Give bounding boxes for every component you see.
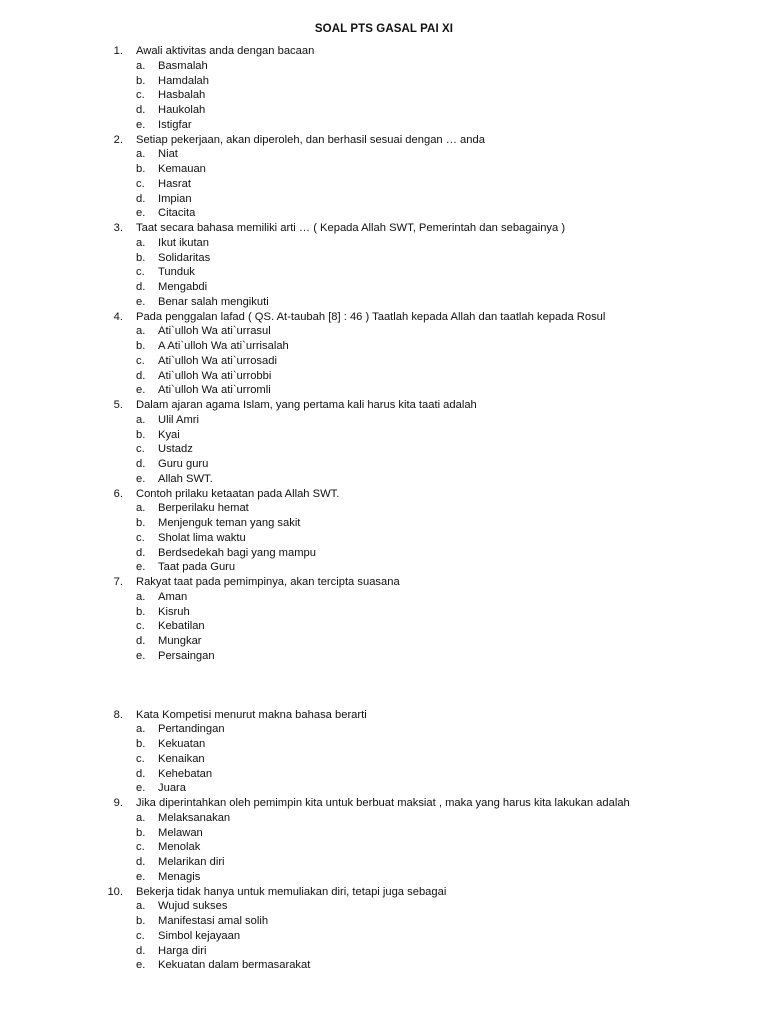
option-text: Mungkar — [158, 635, 202, 647]
question-stem — [0, 221, 768, 236]
option-letter: c. — [136, 354, 145, 367]
option-letter: d. — [136, 458, 146, 470]
option-c — [0, 88, 768, 103]
option-text: Menjenguk teman yang sakit — [158, 517, 301, 529]
option-letter: b. — [136, 163, 146, 175]
option-a — [0, 722, 768, 737]
option-c — [0, 531, 768, 546]
option-letter: d. — [136, 944, 146, 957]
option-letter: a. — [136, 59, 146, 72]
option-e — [0, 560, 768, 575]
option-letter: e. — [136, 782, 146, 795]
option-letter: b. — [136, 605, 146, 618]
option-letter: a. — [136, 900, 146, 913]
question-text: Setiap pekerjaan, akan diperoleh, dan berhasil sesuai dengan … anda — [136, 133, 485, 146]
option-b — [0, 251, 768, 266]
option-letter: b. — [136, 738, 146, 750]
question-number: 7. — [113, 576, 123, 588]
question-number: 1. — [113, 45, 123, 57]
option-text: Solidaritas — [158, 251, 211, 264]
option-letter: b. — [136, 74, 146, 87]
option-text: Hamdalah — [158, 74, 209, 87]
question-stem — [0, 44, 768, 59]
option-d — [0, 103, 768, 118]
question-text: Jika diperintahkan oleh pemimpin kita untuk berbuat maksiat , maka yang harus kita lakukan adalah — [136, 797, 630, 809]
question-stem — [0, 796, 768, 811]
option-text: Citacita — [158, 207, 196, 220]
option-letter: c. — [136, 620, 145, 633]
option-a — [0, 59, 768, 74]
option-text: Niat — [158, 148, 178, 161]
option-letter: d. — [136, 192, 146, 205]
option-text: Hasrat — [158, 177, 191, 190]
question-number: 10. — [107, 885, 123, 898]
blank-gap — [0, 664, 768, 708]
option-text: Melawan — [158, 826, 203, 839]
question-text: Kata Kompetisi menurut makna bahasa berarti — [136, 708, 367, 721]
option-text: Haukolah — [158, 104, 206, 116]
option-letter: a. — [136, 325, 146, 338]
option-text: Harga diri — [158, 944, 207, 957]
option-b — [0, 605, 768, 620]
option-letter: b. — [136, 428, 146, 441]
question-stem — [0, 398, 768, 413]
option-d — [0, 192, 768, 207]
option-text: Kemauan — [158, 163, 206, 175]
option-letter: e. — [136, 870, 146, 883]
option-e — [0, 958, 768, 973]
question-text: Taat secara bahasa memiliki arti … ( Kepada Allah SWT, Pemerintah dan sebagainya ) — [136, 222, 566, 234]
question-number: 9. — [113, 797, 123, 809]
question-stem — [0, 310, 768, 325]
option-e — [0, 206, 768, 221]
option-letter: a. — [136, 236, 146, 249]
option-text: Juara — [158, 782, 186, 795]
option-letter: a. — [136, 502, 146, 515]
option-d — [0, 944, 768, 959]
option-letter: d. — [136, 369, 146, 382]
option-text: Ulil Amri — [158, 413, 200, 426]
option-letter: d. — [136, 546, 146, 559]
option-c — [0, 265, 768, 280]
option-letter: e. — [136, 959, 146, 972]
option-b — [0, 339, 768, 354]
question-4 — [0, 310, 768, 399]
option-text: Berperilaku hemat — [158, 502, 249, 515]
option-text: Sholat lima waktu — [158, 531, 246, 544]
option-text: Taat pada Guru — [158, 561, 236, 574]
option-d — [0, 280, 768, 295]
option-a — [0, 899, 768, 914]
question-text: Pada penggalan lafad ( QS. At-taubah [8] : 46 ) Taatlah kepada Allah dan taatlah kepada Rosul — [136, 310, 606, 323]
question-text: Rakyat taat pada pemimpinya, akan tercipta suasana — [136, 576, 400, 588]
option-text: Ati`ulloh Wa ati`urromli — [158, 384, 271, 397]
option-a — [0, 147, 768, 162]
option-b — [0, 516, 768, 531]
question-number: 3. — [113, 222, 123, 234]
option-text: Manifestasi amal solih — [158, 915, 269, 927]
option-text: Melarikan diri — [158, 856, 225, 868]
option-text: Kekuatan dalam bermasarakat — [158, 959, 311, 972]
option-text: Istigfar — [158, 118, 192, 131]
option-e — [0, 649, 768, 664]
option-text: Basmalah — [158, 59, 208, 72]
option-letter: e. — [136, 295, 146, 308]
option-text: Ustadz — [158, 443, 193, 456]
question-number: 5. — [113, 399, 123, 411]
question-text: Awali aktivitas anda dengan bacaan — [136, 45, 315, 57]
option-e — [0, 118, 768, 133]
option-letter: c. — [136, 177, 145, 190]
option-c — [0, 929, 768, 944]
option-letter: d. — [136, 281, 146, 293]
option-a — [0, 501, 768, 516]
document-title: SOAL PTS GASAL PAI XI — [314, 23, 454, 35]
option-b — [0, 428, 768, 443]
option-letter: a. — [136, 811, 146, 824]
option-e — [0, 383, 768, 398]
option-text: Tunduk — [158, 266, 195, 279]
question-8 — [0, 708, 768, 797]
option-letter: b. — [136, 517, 146, 529]
question-2 — [0, 133, 768, 222]
question-stem — [0, 575, 768, 590]
option-a — [0, 413, 768, 428]
option-letter: c. — [136, 929, 145, 942]
question-number: 2. — [113, 133, 123, 146]
option-c — [0, 619, 768, 634]
option-letter: a. — [136, 413, 146, 426]
option-text: Ikut ikutan — [158, 236, 209, 249]
option-c — [0, 177, 768, 192]
option-d — [0, 369, 768, 384]
question-text: Dalam ajaran agama Islam, yang pertama kali harus kita taati adalah — [136, 399, 477, 411]
option-b — [0, 162, 768, 177]
option-text: Hasbalah — [158, 89, 206, 102]
option-letter: c. — [136, 89, 145, 102]
option-letter: d. — [136, 104, 146, 116]
option-e — [0, 472, 768, 487]
question-3 — [0, 221, 768, 310]
question-7 — [0, 575, 768, 664]
option-letter: c. — [136, 841, 145, 854]
option-text: Kyai — [158, 428, 180, 441]
option-a — [0, 811, 768, 826]
option-text: Aman — [158, 590, 188, 603]
option-letter: d. — [136, 856, 146, 868]
option-text: Benar salah mengikuti — [158, 295, 269, 308]
option-d — [0, 767, 768, 782]
option-text: Persaingan — [158, 649, 215, 662]
question-stem — [0, 133, 768, 148]
option-letter: e. — [136, 561, 146, 574]
option-letter: d. — [136, 767, 146, 780]
option-text: Ati`ulloh Wa ati`urrasul — [158, 325, 271, 338]
option-a — [0, 236, 768, 251]
option-text: Kebatilan — [158, 620, 205, 633]
question-stem — [0, 885, 768, 900]
question-text: Bekerja tidak hanya untuk memuliakan diri, tetapi juga sebagai — [136, 885, 447, 898]
option-d — [0, 546, 768, 561]
option-text: Guru guru — [158, 458, 209, 470]
option-letter: c. — [136, 266, 145, 279]
option-text: Berdsedekah bagi yang mampu — [158, 546, 316, 559]
option-letter: b. — [136, 251, 146, 264]
question-stem — [0, 708, 768, 723]
option-letter: a. — [136, 723, 146, 736]
option-c — [0, 752, 768, 767]
question-6 — [0, 487, 768, 576]
option-d — [0, 634, 768, 649]
option-letter: d. — [136, 635, 146, 647]
option-a — [0, 324, 768, 339]
question-9 — [0, 796, 768, 885]
option-text: A Ati`ulloh Wa ati`urrisalah — [158, 340, 289, 352]
option-b — [0, 914, 768, 929]
option-text: Menolak — [158, 841, 201, 854]
option-text: Simbol kejayaan — [158, 929, 241, 942]
option-text: Wujud sukses — [158, 900, 228, 913]
question-number: 4. — [113, 310, 123, 323]
option-letter: b. — [136, 340, 146, 352]
option-text: Allah SWT. — [158, 472, 213, 485]
option-a — [0, 590, 768, 605]
question-1 — [0, 44, 768, 133]
option-text: Kenaikan — [158, 752, 205, 765]
option-text: Impian — [158, 192, 192, 205]
question-number: 8. — [113, 708, 123, 721]
option-letter: e. — [136, 118, 146, 131]
question-list — [0, 44, 768, 973]
question-text: Contoh prilaku ketaatan pada Allah SWT. — [136, 487, 340, 500]
question-stem — [0, 487, 768, 502]
option-text: Ati`ulloh Wa ati`urrosadi — [158, 354, 277, 367]
option-text: Kekuatan — [158, 738, 206, 750]
option-letter: e. — [136, 384, 146, 397]
option-letter: a. — [136, 590, 146, 603]
option-text: Menagis — [158, 870, 201, 883]
option-d — [0, 855, 768, 870]
question-10 — [0, 885, 768, 974]
option-letter: e. — [136, 207, 146, 220]
option-e — [0, 781, 768, 796]
option-c — [0, 354, 768, 369]
option-b — [0, 74, 768, 89]
option-c — [0, 840, 768, 855]
option-text: Melaksanakan — [158, 811, 231, 824]
option-c — [0, 442, 768, 457]
option-d — [0, 457, 768, 472]
option-b — [0, 737, 768, 752]
option-e — [0, 295, 768, 310]
question-number: 6. — [113, 487, 123, 500]
option-text: Kisruh — [158, 605, 190, 618]
option-text: Ati`ulloh Wa ati`urrobbi — [158, 369, 272, 382]
option-letter: b. — [136, 826, 146, 839]
option-b — [0, 826, 768, 841]
question-5 — [0, 398, 768, 487]
option-letter: c. — [136, 752, 145, 765]
option-letter: c. — [136, 443, 145, 456]
option-letter: b. — [136, 915, 146, 927]
option-letter: e. — [136, 649, 146, 662]
option-letter: e. — [136, 472, 146, 485]
option-letter: c. — [136, 531, 145, 544]
option-e — [0, 870, 768, 885]
option-text: Mengabdi — [158, 281, 208, 293]
option-text: Pertandingan — [158, 723, 225, 736]
option-letter: a. — [136, 148, 146, 161]
option-text: Kehebatan — [158, 767, 213, 780]
